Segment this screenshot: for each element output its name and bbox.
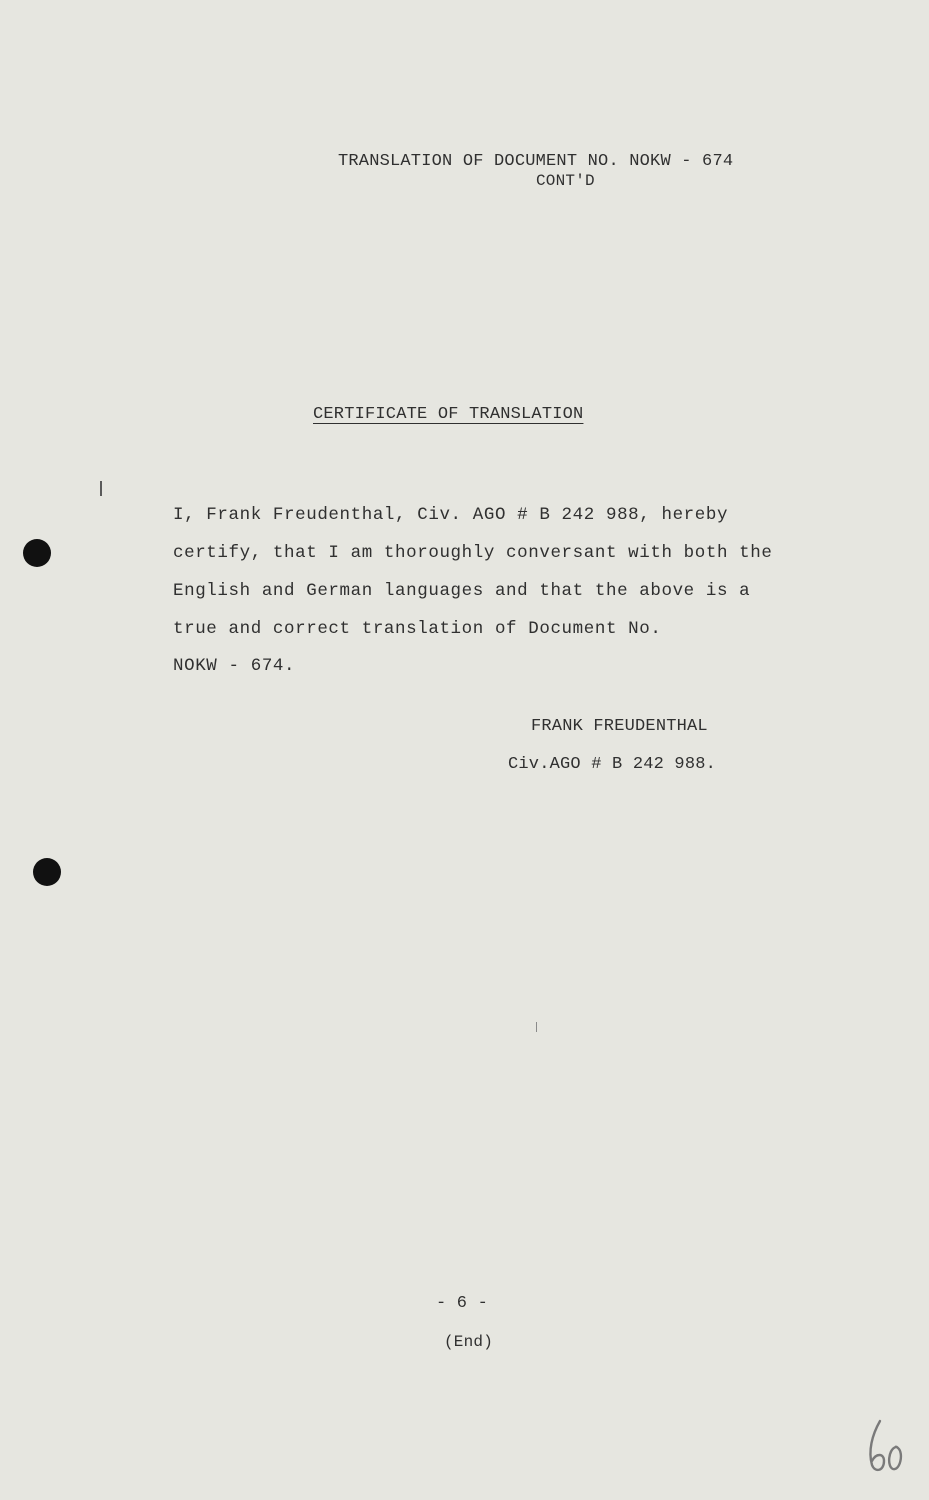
document-header-continued: CONT'D — [536, 172, 595, 190]
certificate-body-line: English and German languages and that the above is a — [173, 581, 751, 601]
certificate-body-line: NOKW - 674. — [173, 656, 296, 676]
punch-hole — [23, 539, 51, 567]
document-header: TRANSLATION OF DOCUMENT NO. NOKW - 674 — [338, 152, 734, 171]
margin-mark — [100, 481, 102, 496]
certificate-body-line: I, Frank Freudenthal, Civ. AGO # B 242 988, hereby — [173, 505, 729, 525]
certificate-title: CERTIFICATE OF TRANSLATION — [313, 405, 584, 424]
certificate-body-line: certify, that I am thoroughly conversant with both the — [173, 543, 773, 563]
signature-id: Civ.AGO # B 242 988. — [508, 755, 717, 774]
stray-mark — [536, 1022, 537, 1032]
end-label: (End) — [444, 1333, 494, 1351]
certificate-body-line: true and correct translation of Document No. — [173, 619, 662, 639]
punch-hole — [33, 858, 61, 886]
page-number: - 6 - — [436, 1294, 489, 1313]
signature-name: FRANK FREUDENTHAL — [531, 717, 708, 736]
handwritten-page-mark — [866, 1417, 906, 1477]
